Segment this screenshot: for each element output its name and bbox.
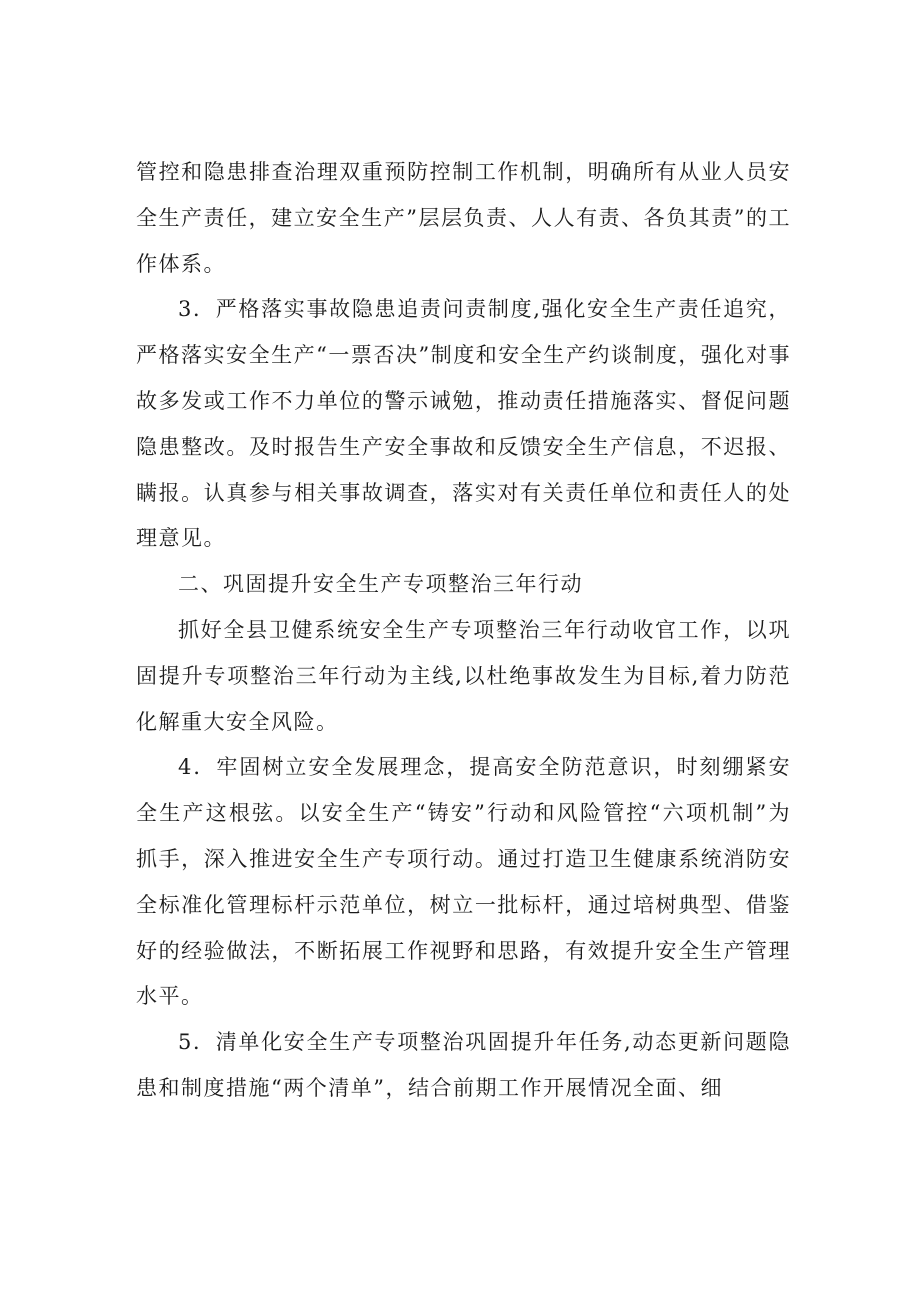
paragraph-section-2-intro: 抓好全县卫健系统安全生产专项整治三年行动收官工作，以巩固提升专项整治三年行动为主线,以杜绝事故发生为目标,着力防范化解重大安全风险。 <box>136 617 791 734</box>
paragraph-item-5: 5．清单化安全生产专项整治巩固提升年任务,动态更新问题隐患和制度措施“两个清单”，结合前期工作开展情况全面、细 <box>136 1030 791 1100</box>
paragraph-continuation: 管控和隐患排查治理双重预防控制工作机制，明确所有从业人员安全生产责任，建立安全生产”层层负责、人人有责、各负其责”的工作体系。 <box>136 160 791 276</box>
document-body <box>136 150 791 1112</box>
section-heading-2: 二、巩固提升安全生产专项整治三年行动 <box>178 572 583 597</box>
paragraph-item-3: 3．严格落实事故隐患追责问责制度,强化安全生产责任追究，严格落实安全生产“一票否决”制度和安全生产约谈制度，强化对事故多发或工作不力单位的警示诫勉，推动责任措施落实、督促问题隐患整改。及时报告生产安全事故和反馈安全生产信息，不迟报、瞒报。认真参与相关事故调查，落实对有关责任单位和责任人的处理意见。 <box>136 297 791 551</box>
paragraph-item-4: 4．牢固树立安全发展理念，提高安全防范意识，时刻绷紧安全生产这根弦。以安全生产“铸安”行动和风险管控“六项机制”为抓手，深入推进安全生产专项行动。通过打造卫生健康系统消防安全标准化管理标杆示范单位，树立一批标杆，通过培树典型、借鉴好的经验做法，不断拓展工作视野和思路，有效提升安全生产管理水平。 <box>136 755 791 1009</box>
